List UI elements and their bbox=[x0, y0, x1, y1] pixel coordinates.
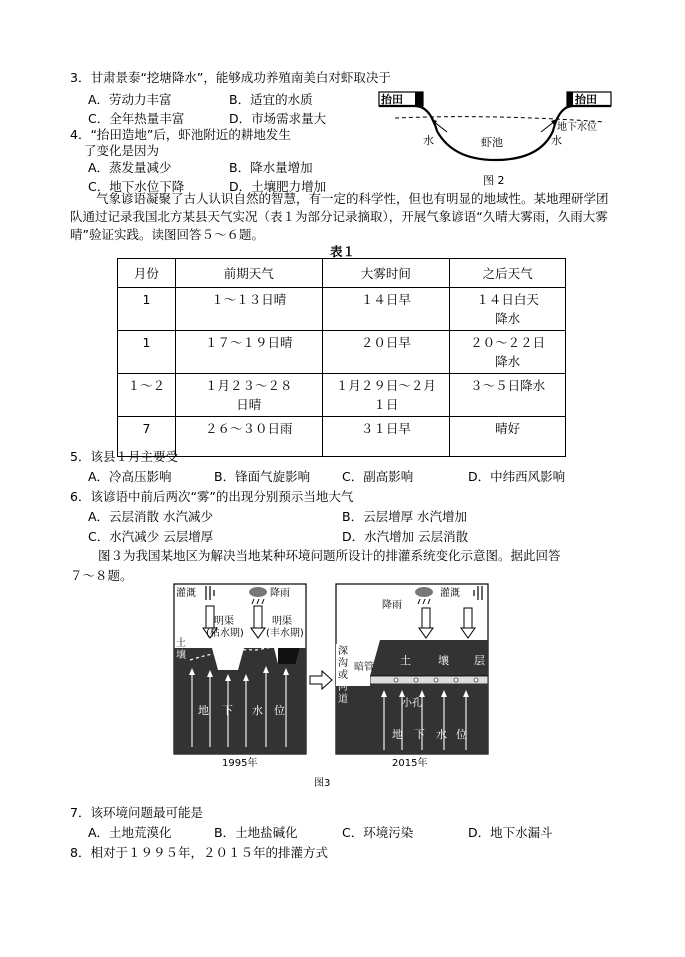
q7-option-b: B．土地盐碱化 bbox=[214, 825, 298, 840]
groundwater-2015 bbox=[370, 684, 488, 754]
q5-option-c: C．副高影响 bbox=[342, 469, 414, 484]
q6-stem: 6．该谚语中前后两次“雾”的出现分别预示当地大气 bbox=[70, 489, 354, 504]
cell-after: ３～５日降水 bbox=[450, 374, 566, 417]
weather-table bbox=[117, 258, 566, 457]
q6-option-a: A．云层消散 水汽减少 bbox=[88, 509, 214, 524]
water-label-left: 水 bbox=[423, 134, 434, 147]
q4-stem-line1: 4．“抬田造地”后，虾池附近的耕地发生 bbox=[70, 127, 291, 142]
soil-label-2015-2: 壤 bbox=[438, 654, 449, 667]
rain-label-2015: 降雨 bbox=[382, 600, 402, 611]
year-1995: 1995年 bbox=[222, 758, 258, 769]
cell-after: １４日白天降水 bbox=[450, 288, 566, 331]
soil-label-2015-1: 土 bbox=[400, 654, 411, 667]
figure-3-caption: 图3 bbox=[314, 778, 331, 789]
cell-month: １～２ bbox=[118, 374, 176, 417]
q5-option-a: A．冷高压影响 bbox=[88, 469, 172, 484]
q7-option-d: D．地下水漏斗 bbox=[468, 825, 553, 840]
q8-stem: 8．相对于１９９５年，２０１５年的排灌方式 bbox=[70, 845, 328, 860]
irrigation-label-1995: 灌溉 bbox=[176, 588, 196, 599]
right-raised-field-label: 抬田 bbox=[575, 93, 597, 106]
gw-label-2015-1: 地 bbox=[392, 728, 403, 741]
q4-option-a: A．蒸发量减少 bbox=[88, 160, 172, 175]
ditch-wet-label-l1: 明渠 bbox=[272, 616, 292, 627]
ditch-dry-label-l1: 明渠 bbox=[214, 616, 234, 627]
header-month: 月份 bbox=[118, 259, 176, 288]
fig3-intro-line1: 图３为我国某地区为解决当地某种环境问题所设计的排灌系统变化示意图。据此回答 bbox=[98, 548, 561, 563]
q3-stem: 3．甘肃景泰“挖塘降水”，能够成功养殖南美白对虾取决于 bbox=[70, 70, 391, 85]
table-row bbox=[118, 288, 566, 331]
q6-option-b: B．云层增厚 水汽增加 bbox=[342, 509, 468, 524]
channel-label-4: 河 bbox=[338, 682, 348, 693]
table-row bbox=[118, 374, 566, 417]
cell-after: ２０～２２日降水 bbox=[450, 331, 566, 374]
passage: 气象谚语凝聚了古人认识自然的智慧，有一定的科学性，但也有明显的地域性。某地理研学团队通过记录我国北方某县天气实况（表１为部分记录摘取），开展气象谚语“久晴大雾雨，久雨大雾晴”验证实践。读图回答５～６题。 bbox=[70, 191, 609, 242]
gw-label-1995-3: 水 bbox=[252, 704, 263, 717]
figure-2-caption: 图 2 bbox=[483, 174, 505, 187]
hole-label: 小孔 bbox=[402, 698, 422, 709]
pipe-label: 暗管 bbox=[354, 662, 374, 673]
q4-option-c: C．地下水位下降 bbox=[88, 179, 185, 194]
q3-option-b: B．适宜的水质 bbox=[229, 92, 313, 107]
right-field-edge bbox=[567, 92, 573, 106]
q4-option-d: D．土壤肥力增加 bbox=[229, 179, 327, 194]
water-label-right: 水 bbox=[551, 134, 562, 147]
channel-label-2: 沟 bbox=[338, 658, 348, 669]
q7-option-a: A．土地荒漠化 bbox=[88, 825, 172, 840]
header-after: 之后天气 bbox=[450, 259, 566, 288]
figure-2-shrimp-pond bbox=[375, 86, 615, 191]
cell-fog: １４日早 bbox=[322, 288, 450, 331]
soil-label-1995-1: 土 bbox=[176, 638, 186, 649]
table-header-row bbox=[118, 259, 566, 288]
cell-fog: ２０日早 bbox=[322, 331, 450, 374]
pond-label: 虾池 bbox=[481, 136, 503, 149]
panel-2015 bbox=[336, 584, 488, 769]
gw-label-2015-3: 水 bbox=[436, 728, 447, 741]
q3-option-d: D．市场需求量大 bbox=[229, 111, 327, 126]
q6-option-c: C．水汽减少 云层增厚 bbox=[88, 529, 214, 544]
gw-label-1995-1: 地 bbox=[198, 704, 209, 717]
q7-option-c: C．环境污染 bbox=[342, 825, 414, 840]
year-2015: 2015年 bbox=[392, 758, 428, 769]
table-1-title: 表１ bbox=[330, 244, 356, 259]
soil-layer-2015 bbox=[380, 640, 488, 676]
q5-stem: 5．该县１月主要受 bbox=[70, 449, 178, 464]
table-row bbox=[118, 331, 566, 374]
q5-option-b: B．锋面气旋影响 bbox=[214, 469, 311, 484]
q5-option-d: D．中纬西风影响 bbox=[468, 469, 566, 484]
soil-label-1995-2: 壤 bbox=[176, 650, 186, 661]
cell-month: 7 bbox=[118, 417, 176, 457]
table-row bbox=[118, 417, 566, 457]
cell-before: ２６～３０日雨 bbox=[175, 417, 322, 457]
drain-pipe bbox=[370, 676, 488, 684]
cell-after: 晴好 bbox=[450, 417, 566, 457]
ditch-wet-label-l2: (丰水期) bbox=[266, 628, 304, 639]
fig3-intro-line2: ７～８题。 bbox=[70, 568, 133, 583]
cell-month: 1 bbox=[118, 288, 176, 331]
channel-label-3: 或 bbox=[338, 670, 348, 681]
cell-fog: ３１日早 bbox=[322, 417, 450, 457]
q6-option-d: D．水汽增加 云层消散 bbox=[342, 529, 469, 544]
cell-before: １月２３～２８日晴 bbox=[175, 374, 322, 417]
channel-label-1: 深 bbox=[338, 646, 348, 657]
panel-1995 bbox=[174, 584, 306, 769]
left-raised-field-label: 抬田 bbox=[381, 93, 403, 106]
soil-label-2015-3: 层 bbox=[474, 654, 485, 667]
gw-label-1995-2: 下 bbox=[222, 704, 233, 717]
cell-before: １～１３日晴 bbox=[175, 288, 322, 331]
irrigation-label-2015: 灌溉 bbox=[440, 588, 460, 599]
cell-before: １７～１９日晴 bbox=[175, 331, 322, 374]
figure-3-drainage bbox=[170, 582, 492, 790]
gw-label-2015-4: 位 bbox=[456, 728, 467, 741]
q3-option-c: C．全年热量丰富 bbox=[88, 111, 185, 126]
q4-option-b: B．降水量增加 bbox=[229, 160, 313, 175]
rain-label-1995: 降雨 bbox=[270, 588, 290, 599]
ditch-dry-label-l2: (枯水期) bbox=[206, 628, 244, 639]
cell-month: 1 bbox=[118, 331, 176, 374]
groundwater-label: 地下水位 bbox=[557, 122, 597, 133]
gw-label-1995-4: 位 bbox=[274, 704, 285, 717]
q3-option-a: A．劳动力丰富 bbox=[88, 92, 172, 107]
channel-label-5: 道 bbox=[338, 694, 348, 705]
pond-outline bbox=[379, 106, 611, 160]
cell-fog: １月２９日～２月１日 bbox=[322, 374, 450, 417]
header-fog: 大雾时间 bbox=[322, 259, 450, 288]
left-field-edge bbox=[415, 92, 423, 106]
q4-stem-line2: 了变化是因为 bbox=[84, 143, 160, 158]
gw-label-2015-2: 下 bbox=[414, 728, 425, 741]
header-before: 前期天气 bbox=[175, 259, 322, 288]
change-arrow bbox=[310, 671, 332, 689]
q7-stem: 7．该环境问题最可能是 bbox=[70, 805, 203, 820]
